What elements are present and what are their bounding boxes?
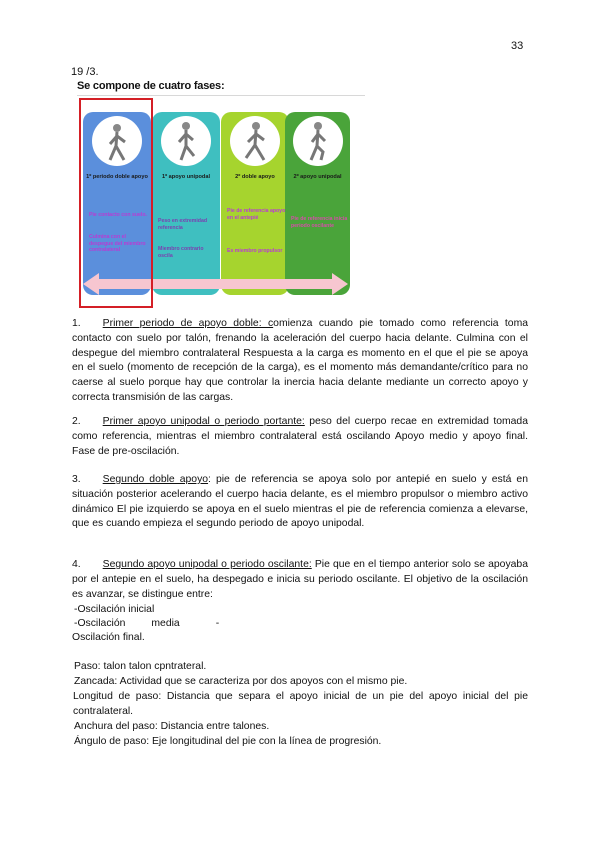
phase-2-title: 1º apoyo unipodal xyxy=(161,174,211,180)
definition-longitud: Longitud de paso: Distancia que separa el apoyo inicial de un pie del apoyo inicial del pie contralateral. xyxy=(73,691,528,717)
walker-figure-icon xyxy=(293,116,343,166)
oscilacion-inicial: -Oscilación inicial xyxy=(74,604,155,615)
reference-label: 19 /3. xyxy=(71,66,99,78)
definition-anchura: Anchura del paso: Distancia entre talones. xyxy=(74,721,270,732)
walker-figure-icon xyxy=(161,116,211,166)
section-4-body: Pie que en el tiempo anterior solo se apoyaba por el antepie en el suelo, ha despegado e inicia su periodo oscilante. El objetivo de la oscilación es avanzar, se distingue entre: xyxy=(72,559,528,600)
section-heading: Se compone de cuatro fases: xyxy=(77,80,225,92)
phase-4-desc-1: Pie de referencia inicia periodo oscilante xyxy=(291,216,348,229)
oscilacion-dash: - xyxy=(215,618,220,629)
definition-paso: Paso: talon talon cpntrateral. xyxy=(74,661,207,672)
highlight-box xyxy=(79,98,153,308)
phase-3-title: 2º doble apoyo xyxy=(235,174,275,180)
phase-4-title: 2º apoyo unipodal xyxy=(293,174,342,180)
oscilacion-media-row xyxy=(74,617,219,631)
section-2-body: peso del cuerpo recae en extremidad tomada como referencia, mientras el miembro contralateral está oscilando Apoyo medio y apoyo final. Fase de pre-oscilación. xyxy=(72,416,528,457)
section-1-number: 1. xyxy=(72,318,81,329)
section-1 xyxy=(72,317,528,406)
section-2 xyxy=(72,415,528,459)
section-3-title: Segundo doble apoyo xyxy=(102,474,209,485)
walker-figure-icon xyxy=(230,116,280,166)
phase-2-desc-1: Peso en extremidad referencia xyxy=(158,218,208,231)
oscilacion-label: -Oscilación xyxy=(74,618,126,629)
page-number: 33 xyxy=(511,40,524,52)
section-3-body: : pie de referencia se apoya solo por antepié en suelo y está en situación posterior acelerando el cuerpo hacia delante, es el miembro propulsor o miembro activo dinámico El pie izquierdo se apoya en el suelo mientras el pie de referencia comienza a elevarse, que es cuando empieza el segundo periodo de apoyo unipodal. xyxy=(72,474,528,530)
gait-phases-figure xyxy=(77,95,365,310)
definition-zancada: Zancada: Actividad que se caracteriza por dos apoyos con el mismo pie. xyxy=(74,676,408,687)
definition-angulo: Ángulo de paso: Eje longitudinal del pie con la línea de progresión. xyxy=(74,736,382,747)
phase-panel-3 xyxy=(221,112,289,295)
phase-1-desc-1: Pie contacto con suelo. xyxy=(89,212,147,218)
section-4 xyxy=(72,558,528,602)
phase-3-desc-2: Es miembro propulsor xyxy=(227,248,283,254)
section-1-body: omienza cuando pie tomado como referencia toma contacto con suelo por talón, frenando la aceleración del cuerpo hacia delante. Culmina con el despegue del miembro contralateral Respuesta a la carga es momento en el que el pie se apoya en el suelo (momento de recepción de la carga), es el momento más demandante/crítico para no caerse al suelo porque hay que controlar la inercia hacia delante mediante un correcto apoyo y correcta transmisión de las cargas. xyxy=(72,318,528,403)
section-2-title: Primer apoyo unipodal o periodo portante: xyxy=(102,416,305,427)
oscilacion-final: Oscilación final. xyxy=(72,632,145,643)
phase-panel-4 xyxy=(285,112,350,295)
section-4-title: Segundo apoyo unipodal o periodo oscilante: xyxy=(102,559,312,570)
section-2-number: 2. xyxy=(72,416,81,427)
phase-1-title: 1º periodo doble apoyo xyxy=(86,174,148,180)
oscilacion-media: media xyxy=(151,618,180,629)
phase-2-desc-2: Miembro contrario oscila xyxy=(158,246,204,259)
section-1-title: Primer periodo de apoyo doble: c xyxy=(102,318,274,329)
phase-1-desc-2: Culmina con el despegue del miembro contralateral xyxy=(89,234,146,254)
section-4-number: 4. xyxy=(72,559,81,570)
phase-3-desc-1: Pie de referencia apoyo en el antepié xyxy=(227,208,286,221)
phase-panel-2 xyxy=(152,112,220,295)
section-3-number: 3. xyxy=(72,474,81,485)
section-3 xyxy=(72,473,528,532)
